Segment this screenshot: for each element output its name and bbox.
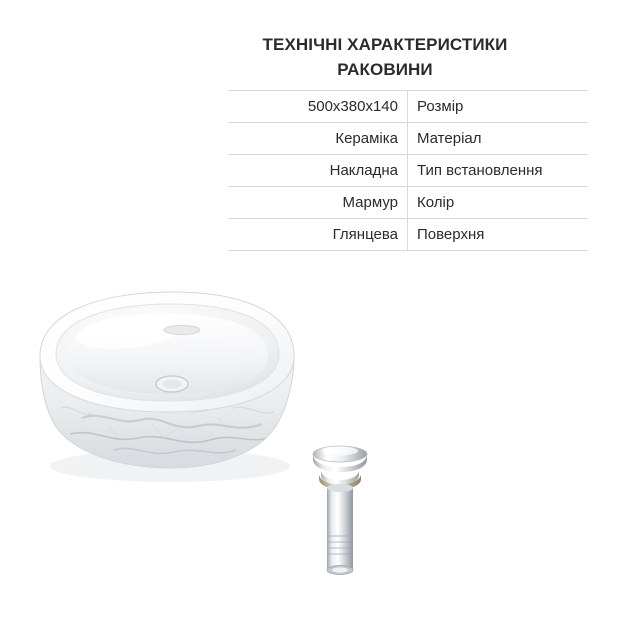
spec-label: Поверхня — [408, 219, 589, 251]
page-title — [185, 32, 585, 82]
spec-value: Мармур — [228, 187, 408, 219]
spec-value: 500x380x140 — [228, 91, 408, 123]
drain-body-tube — [327, 488, 353, 570]
drain-cap-highlight — [322, 447, 358, 456]
table-row — [228, 91, 588, 123]
spec-value: Кераміка — [228, 123, 408, 155]
overflow-slot — [164, 326, 200, 335]
spec-label: Розмір — [408, 91, 589, 123]
page-title-line-1: ТЕХНІЧНІ ХАРАКТЕРИСТИКИ — [262, 35, 508, 54]
spec-value: Глянцева — [228, 219, 408, 251]
spec-label: Тип встановлення — [408, 155, 589, 187]
spec-label: Матеріал — [408, 123, 589, 155]
table-row — [228, 155, 588, 187]
drain-image — [295, 440, 385, 590]
spec-label: Колір — [408, 187, 589, 219]
drain-hole-inner — [162, 379, 182, 388]
specification-table — [228, 90, 588, 251]
drain-bottom-inner — [332, 567, 348, 572]
sink-illustration-svg — [22, 268, 312, 503]
table-row — [228, 123, 588, 155]
drain-illustration-svg — [295, 440, 385, 590]
sink-image — [22, 268, 312, 503]
specification-table-body — [228, 91, 588, 251]
table-row — [228, 187, 588, 219]
page-title-line-2: РАКОВИНИ — [337, 60, 433, 79]
table-row — [228, 219, 588, 251]
drain-tube-top — [327, 484, 353, 492]
spec-value: Накладна — [228, 155, 408, 187]
